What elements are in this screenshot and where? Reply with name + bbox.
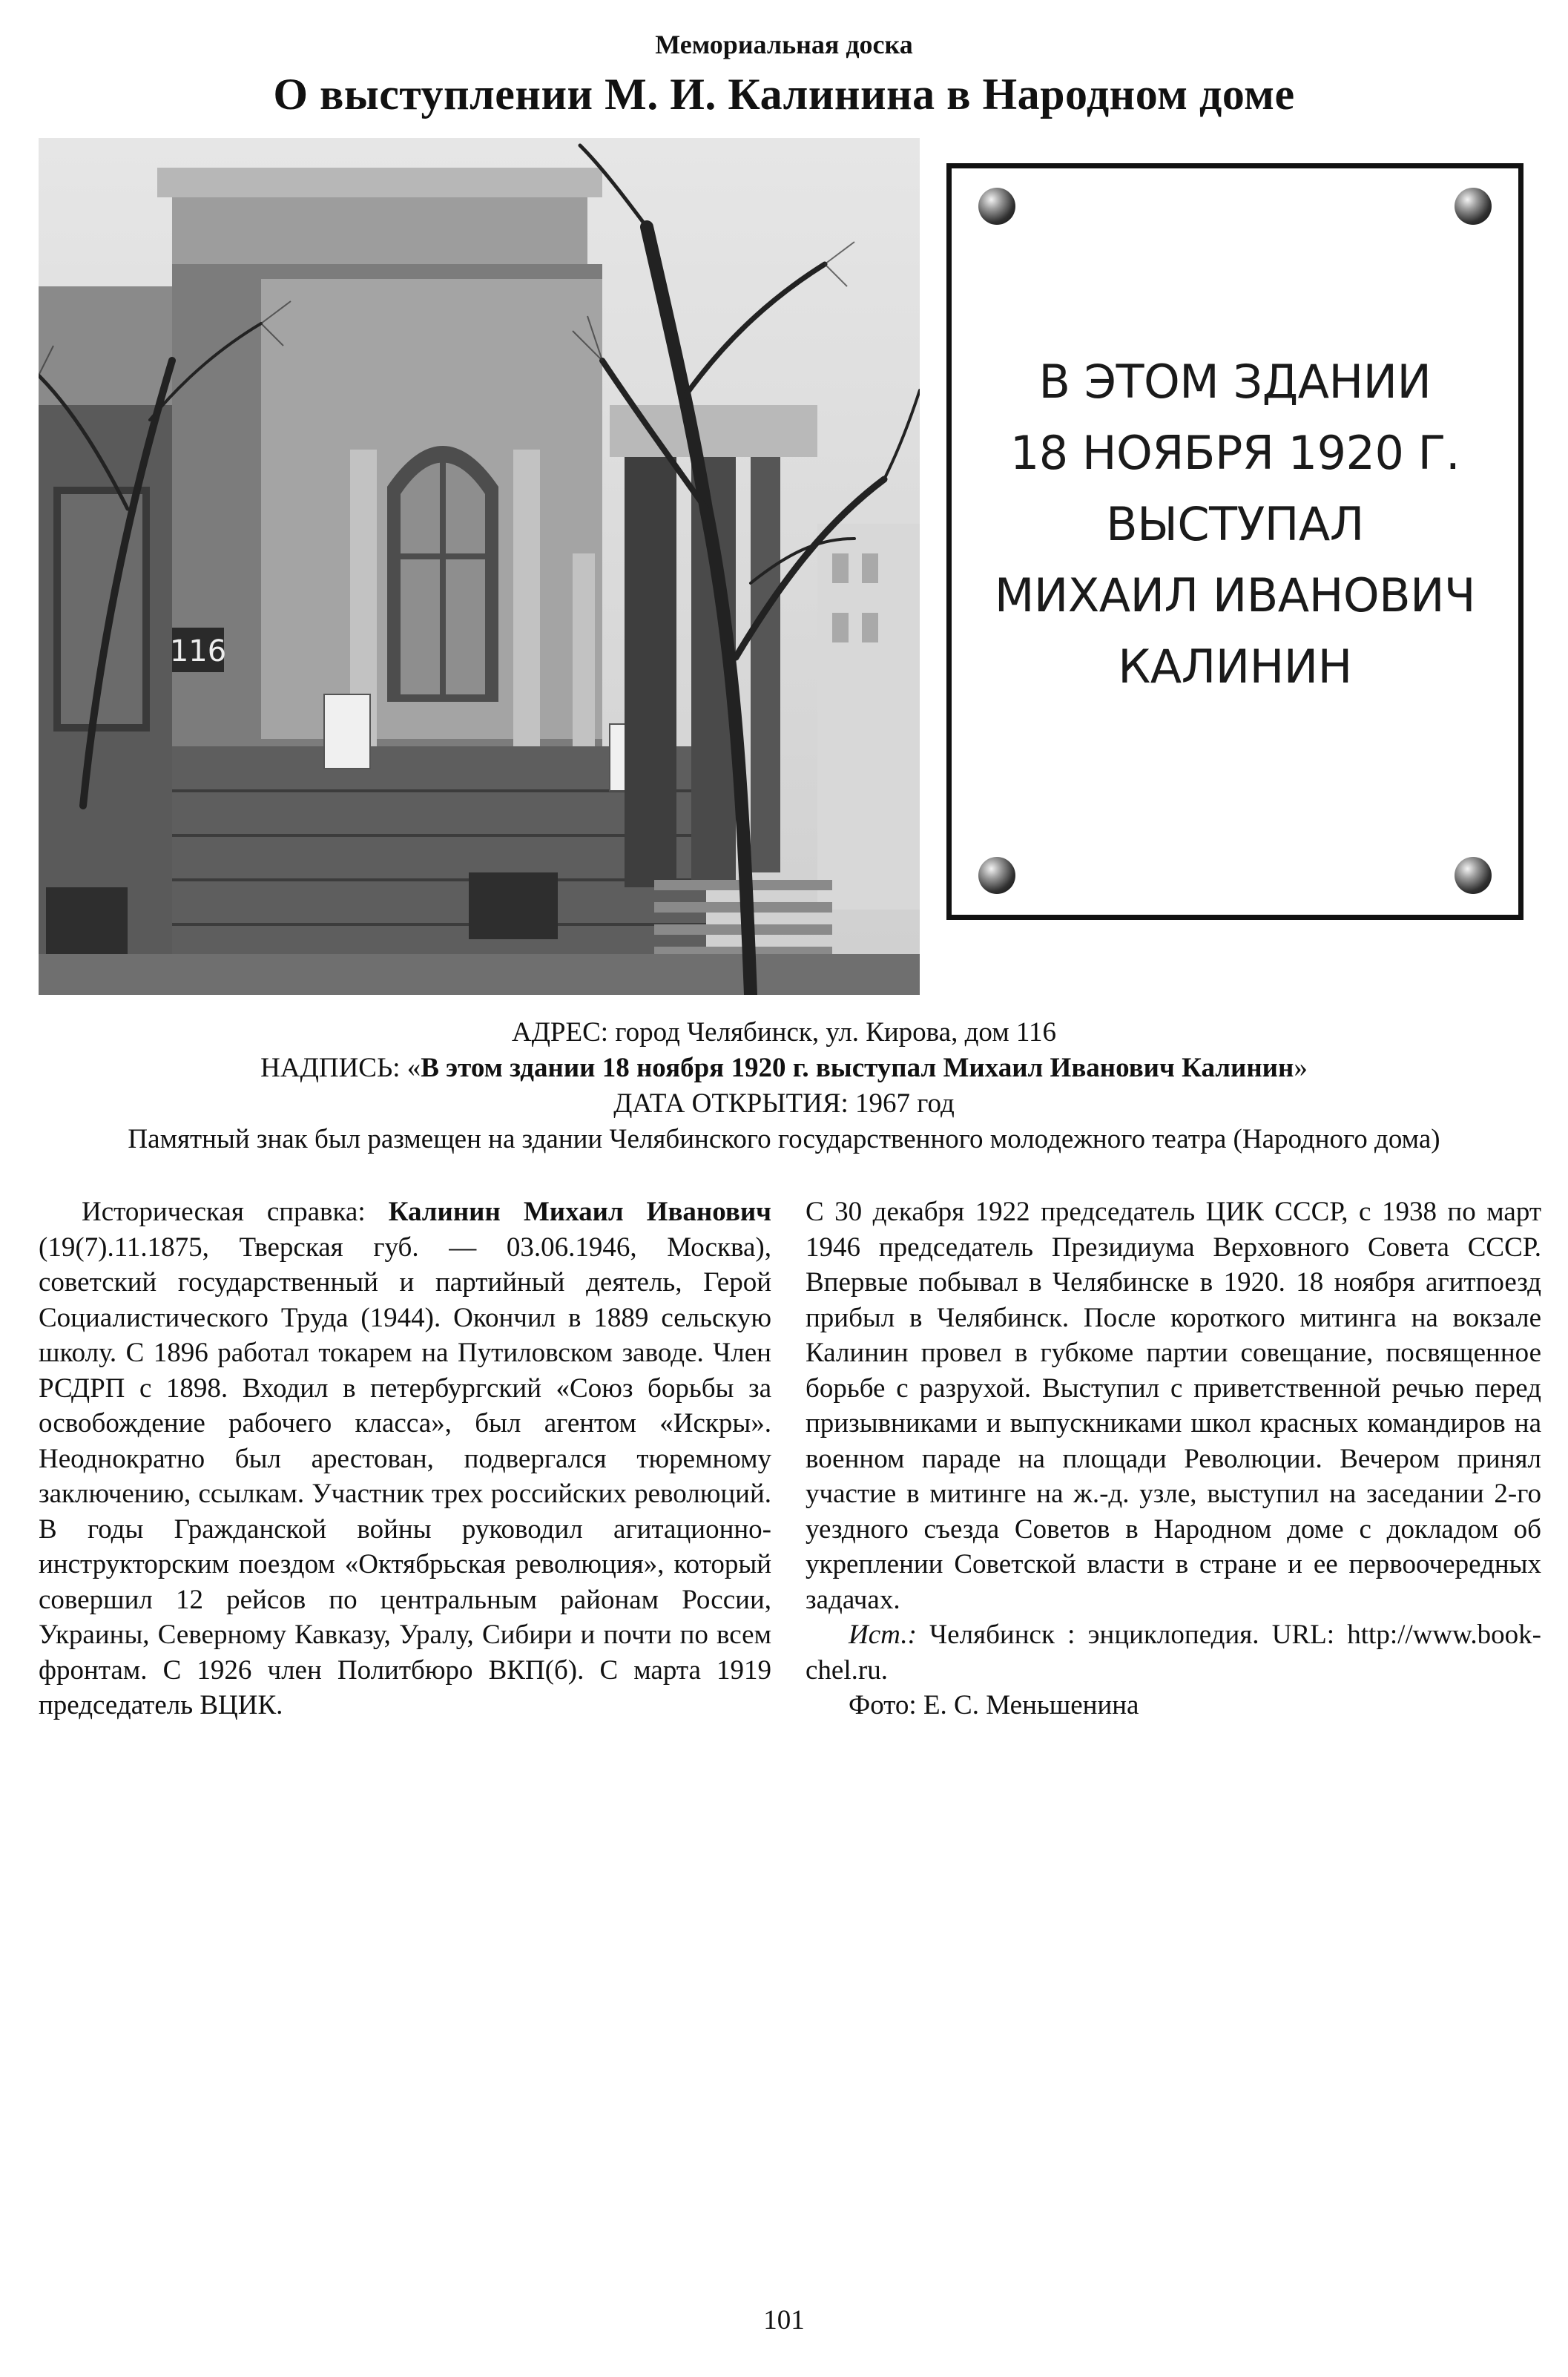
address-line <box>45 1015 1523 1051</box>
inscription-value: В этом здании 18 ноября 1920 г. выступал Михаил Иванович Калинин <box>421 1053 1294 1083</box>
plaque-info <box>45 1015 1523 1157</box>
historical-note-text: (19(7).11.1875, Тверская губ. — 03.06.1946, Москва), советский государственный и партийный деятель, Герой Социалистического Труда (1944). Окончил в 1889 сельскую школу. С 1896 работал токарем на Путиловском заводе. Член РСДРП с 1898. Входил в петербургский «Союз борьбы за освобождение рабочего класса», был агентом «Искры». Неоднократно был арестован, подвергался тюремному заключению, ссылкам. Участник трех российских революций. В годы Гражданской войны руководил агитационно-инструкторским поездом «Октябрьская революция», который совершил 12 рейсов по центральным районам России, Украины, Северному Кавказу, Уралу, Сибири и почти по всем фронтам. С 1926 член Политбюро ВКП(б). С марта 1919 председатель ВЦИК. <box>39 1232 771 1720</box>
source-line <box>806 1617 1541 1688</box>
address-value: город Челябинск, ул. Кирова, дом 116 <box>615 1017 1057 1048</box>
plaque-bolt-icon <box>978 857 1015 894</box>
historical-note-continued: С 30 декабря 1922 председатель ЦИК СССР, с 1938 по март 1946 председатель Президиума Верховного Совета СССР. Впервые побывал в Челябинске в 1920. 18 ноября агитпоезд прибыл в Челябинск. После короткого митинга на вокзале Калинин провел в губкоме партии совещание, посвященное борьбе с разрухой. Выступил с приветственной речью перед призывниками и выпускниками школ красных командиров на военном параде на площади Революции. Вечером принял участие в митинге на ж.-д. узле, выступил на заседании 2-го уездного съезда Советов в Народном доме с докладом об укреплении Советской власти в стране и ее первоочередных задачах. <box>806 1197 1541 1615</box>
inscription-open-quote: « <box>406 1053 421 1083</box>
plaque-line: 18 НОЯБРЯ 1920 Г. <box>1009 426 1460 480</box>
house-number-plate: 116 <box>169 634 227 668</box>
placement-note: Памятный знак был размещен на здании Челябинского государственного молодежного театра (Народного дома) <box>128 1124 1440 1154</box>
page-number: 101 <box>763 2305 805 2335</box>
article-column-left <box>39 1194 771 1723</box>
inscription-close-quote: » <box>1294 1053 1308 1083</box>
plaque-line: ВЫСТУПАЛ <box>1106 497 1364 551</box>
historical-note <box>39 1194 771 1723</box>
plaque-inscription <box>952 346 1518 703</box>
memorial-plaque <box>946 163 1523 920</box>
address-label: АДРЕС: <box>511 1017 609 1048</box>
opening-date-label: ДАТА ОТКРЫТИЯ: <box>613 1088 849 1119</box>
plaque-bolt-icon <box>1455 188 1492 225</box>
plaque-bolt-icon <box>978 188 1015 225</box>
plaque-line: МИХАИЛ ИВАНОВИЧ <box>994 568 1476 622</box>
plaque-line: КАЛИНИН <box>1118 640 1352 694</box>
person-name: Калинин Михаил Иванович <box>388 1197 772 1227</box>
source-label: Ист.: <box>849 1620 917 1650</box>
page-title: О выступлении М. И. Калинина в Народном доме <box>273 70 1295 119</box>
building-photo <box>39 138 920 995</box>
inscription-line <box>45 1051 1523 1086</box>
opening-date-line <box>45 1086 1523 1122</box>
source-value: Челябинск : энциклопедия. URL: http://www.book-chel.ru. <box>806 1620 1542 1686</box>
article-column-right <box>806 1194 1541 1723</box>
section-kicker: Мемориальная доска <box>655 30 913 59</box>
photo-credit: Фото: Е. С. Меньшенина <box>849 1690 1139 1720</box>
building-photo-drawing <box>39 138 920 995</box>
plaque-line: В ЭТОМ ЗДАНИИ <box>1038 355 1432 409</box>
opening-date-value: 1967 год <box>855 1088 955 1119</box>
inscription-label: НАДПИСЬ: <box>260 1053 401 1083</box>
historical-note-label: Историческая справка: <box>82 1197 366 1227</box>
plaque-bolt-icon <box>1455 857 1492 894</box>
